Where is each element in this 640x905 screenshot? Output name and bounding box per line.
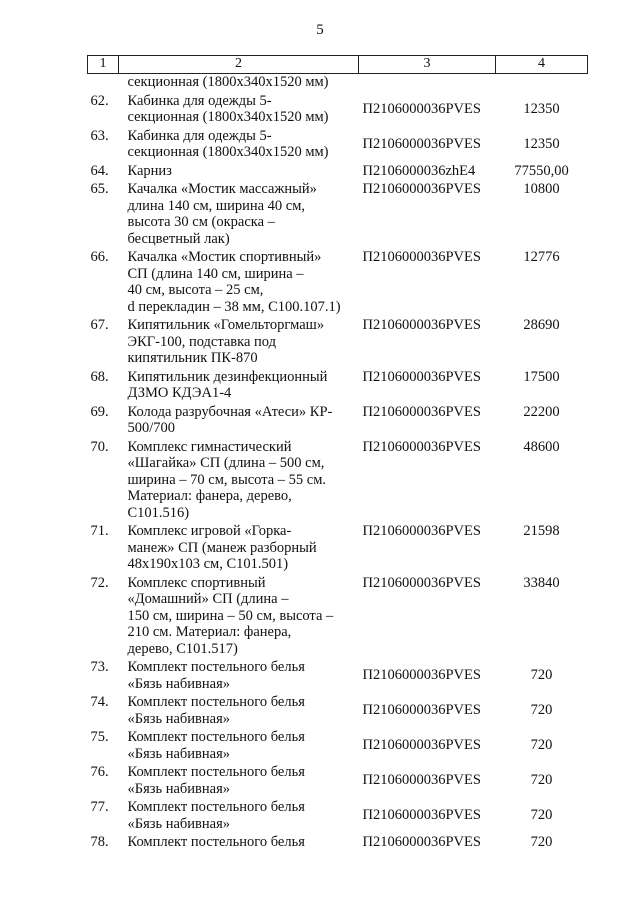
column-header-4: 4: [496, 56, 588, 74]
item-name: Комплекс гимнастический «Шагайка» СП (длина – 500 см, ширина – 70 см, высота – 55 см. Материал: фанера, дерево, С101.516): [127, 438, 327, 521]
item-price: [496, 74, 588, 93]
table-header-row: [88, 56, 588, 74]
table-row: [88, 834, 588, 853]
item-price: 12350: [523, 100, 560, 117]
row-number: 74.: [90, 694, 109, 710]
table-row: [88, 249, 588, 317]
item-name: Комплект постельного белья: [127, 834, 305, 850]
item-code: П2106000036PVES: [362, 100, 481, 117]
item-price: 33840: [523, 574, 560, 591]
row-number: 68.: [90, 368, 109, 385]
row-number: 65.: [90, 181, 109, 197]
item-name: Комплект постельного белья «Бязь набивная»: [127, 764, 305, 797]
table-row: [88, 163, 588, 182]
item-price: 21598: [523, 523, 560, 539]
item-price: 28690: [523, 317, 560, 333]
item-name: Качалка «Мостик спортивный» СП (длина 140 см, ширина – 40 см, высота – 25 см, d перекладин – 38 мм, С100.107.1): [127, 249, 341, 315]
item-code: П2106000036PVES: [362, 368, 481, 385]
table-row: [88, 523, 588, 575]
row-number: 73.: [90, 659, 109, 675]
item-name: Кабинка для одежды 5- секционная (1800х340х1520 мм): [127, 92, 329, 125]
item-code: П2106000036PVES: [362, 574, 481, 591]
row-number: 64.: [90, 162, 109, 179]
item-name: Кабинка для одежды 5- секционная (1800х340х1520 мм): [127, 127, 329, 160]
table-row: [88, 659, 588, 694]
item-code: П2106000036PVES: [362, 807, 481, 824]
item-name: Кипятильник дезинфекционный ДЗМО КДЭА1-4: [127, 368, 328, 401]
row-number: 76.: [90, 764, 109, 780]
item-code: П2106000036PVES: [362, 667, 481, 684]
item-price: 22200: [523, 403, 560, 420]
column-header-3: 3: [359, 56, 496, 74]
table-row: [88, 93, 588, 128]
item-name: Комплекс спортивный «Домашний» СП (длина – 150 см, ширина – 50 см, высота – 210 см. Материал: фанера, дерево, С101.517): [127, 574, 334, 657]
row-number: 70.: [90, 438, 109, 455]
item-price: 12776: [523, 249, 560, 265]
row-number: [88, 74, 119, 93]
item-code: П2106000036PVES: [362, 317, 481, 333]
row-number: 69.: [90, 403, 109, 420]
row-number: 66.: [90, 249, 109, 265]
item-price: 720: [530, 834, 553, 850]
row-number: 78.: [90, 834, 109, 850]
item-price: 10800: [523, 181, 560, 197]
column-header-2: 2: [119, 56, 359, 74]
item-price: 48600: [523, 438, 560, 455]
row-number: 62.: [90, 92, 109, 109]
item-name: Комплект постельного белья «Бязь набивная»: [127, 799, 305, 832]
item-price: 12350: [523, 135, 560, 152]
row-number: 77.: [90, 799, 109, 815]
item-name: Комплект постельного белья «Бязь набивная»: [127, 729, 305, 762]
item-price: 720: [530, 737, 553, 754]
row-number: 63.: [90, 127, 109, 144]
column-header-1: 1: [88, 56, 119, 74]
item-price: 720: [530, 702, 553, 719]
table-row: [88, 317, 588, 369]
item-name: Комплекс игровой «Горка- манеж» СП (манеж разборный 48х190х103 см, С101.501): [127, 523, 317, 572]
item-code: П2106000036PVES: [362, 403, 481, 420]
item-code: П2106000036PVES: [362, 523, 481, 539]
row-number: 71.: [90, 523, 109, 539]
table-row: [88, 128, 588, 163]
row-number: 67.: [90, 317, 109, 333]
item-name: Карниз: [127, 162, 172, 179]
page-number: 5: [316, 22, 324, 38]
table-row: [88, 799, 588, 834]
item-code: П2106000036zhE4: [362, 162, 476, 179]
table-row: [88, 729, 588, 764]
table-row: [88, 764, 588, 799]
item-price: 17500: [523, 368, 560, 385]
item-price: 720: [530, 667, 553, 684]
item-name: Качалка «Мостик массажный» длина 140 см, ширина 40 см, высота 30 см (окраска – бесцветный лак): [127, 181, 317, 247]
item-code: П2106000036PVES: [362, 181, 481, 197]
table-row: [88, 74, 588, 93]
item-code: П2106000036PVES: [362, 135, 481, 152]
table-row: [88, 694, 588, 729]
row-number: 72.: [90, 574, 109, 591]
item-code: П2106000036PVES: [362, 438, 481, 455]
items-table: [87, 55, 588, 853]
item-code: П2106000036PVES: [362, 772, 481, 789]
item-name: Комплект постельного белья «Бязь набивная»: [127, 694, 305, 727]
item-name: Колода разрубочная «Атеси» КР- 500/700: [127, 403, 333, 436]
item-price: 77550,00: [514, 162, 569, 179]
item-code: П2106000036PVES: [362, 737, 481, 754]
table-row: [88, 404, 588, 439]
item-code: П2106000036PVES: [362, 834, 481, 850]
item-code: [359, 74, 496, 93]
item-name: Комплект постельного белья «Бязь набивная»: [127, 659, 305, 692]
table-body: [88, 74, 588, 853]
item-code: П2106000036PVES: [362, 702, 481, 719]
table-row: [88, 369, 588, 404]
item-code: П2106000036PVES: [362, 249, 481, 265]
table-row: [88, 181, 588, 249]
item-price: 720: [530, 772, 553, 789]
table-row: [88, 575, 588, 660]
item-price: 720: [530, 807, 553, 824]
item-name: секционная (1800х340х1520 мм): [127, 74, 329, 90]
row-number: 75.: [90, 729, 109, 745]
item-name: Кипятильник «Гомельторгмаш» ЭКГ-100, подставка под кипятильник ПК-870: [127, 317, 325, 366]
table-row: [88, 439, 588, 524]
